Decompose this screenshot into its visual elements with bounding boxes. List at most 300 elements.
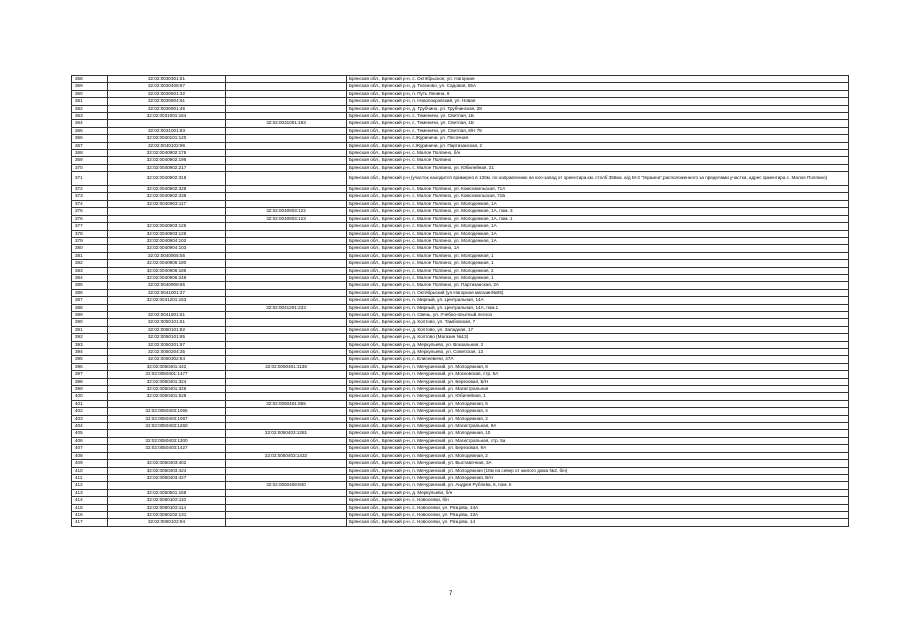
premises-cadastral-number-cell xyxy=(226,274,347,281)
premises-cadastral-number-cell xyxy=(226,193,347,200)
premises-cadastral-number-cell xyxy=(226,76,347,83)
cadastral-number-cell: 32:02:0040902:175 xyxy=(108,150,226,157)
cadastral-number-cell xyxy=(108,208,226,215)
cadastral-number-cell: 32:02:0060102:94 xyxy=(108,519,226,526)
address-cell: Брянская обл., Брянский р-н, с. Малое Полпино, ул. Молодежная, 1А xyxy=(347,223,849,230)
cadastral-number-cell: 32:02:0050403:1427 xyxy=(108,445,226,452)
row-number-cell: 360 xyxy=(72,90,108,97)
table-row xyxy=(72,304,849,311)
cadastral-number-cell: 32:02:0040906:248 xyxy=(108,274,226,281)
address-cell: Брянская обл., Брянский р-н, п. Мичуринский, ул. Молодежная (10м на север от жилого дома №2, б/н) xyxy=(347,467,849,474)
row-number-cell: 379 xyxy=(72,237,108,244)
row-number-cell: 403 xyxy=(72,415,108,422)
address-cell: Брянская обл., Брянский р-н, с. Малое Полпино, ул. Молодежная, 2 xyxy=(347,267,849,274)
row-number-cell: 410 xyxy=(72,467,108,474)
cadastral-number-cell: 32:02:0050403:1260 xyxy=(108,423,226,430)
table-row xyxy=(72,90,849,97)
cadastral-number-cell: 32:02:0040101:120 xyxy=(108,135,226,142)
row-number-cell: 390 xyxy=(72,319,108,326)
row-number-cell: 375 xyxy=(72,208,108,215)
address-cell: Брянская обл., Брянский р-н, д. Тиганово, ул. Садовая, 55А xyxy=(347,83,849,90)
premises-cadastral-number-cell xyxy=(226,378,347,385)
table-row xyxy=(72,349,849,356)
table-row xyxy=(72,474,849,481)
cadastral-number-cell: 32:02:0030501:32 xyxy=(108,90,226,97)
address-cell: Брянская обл., Брянский р-н, п. Мичуринский, ул. Молодежная, 2 xyxy=(347,452,849,459)
row-number-cell: 358 xyxy=(72,76,108,83)
row-number-cell: 365 xyxy=(72,127,108,134)
cadastral-number-cell xyxy=(108,304,226,311)
address-cell: Брянская обл., Брянский р-н, п. Мичуринский, ул. Магистральная, 9А xyxy=(347,423,849,430)
premises-cadastral-number-cell xyxy=(226,105,347,112)
row-number-cell: 407 xyxy=(72,445,108,452)
premises-cadastral-number-cell xyxy=(226,164,347,171)
address-cell: Брянская обл., Брянский р-н, с. Малое Полпино, ул. Комсомольская, 71Б xyxy=(347,193,849,200)
table-row xyxy=(72,142,849,149)
table-row xyxy=(72,150,849,157)
premises-cadastral-number-cell xyxy=(226,326,347,333)
cadastral-number-cell: 32:02:0030408:87 xyxy=(108,83,226,90)
address-cell: Брянская обл., Брянский р-н, п. Мичуринский, ул. Магистральная xyxy=(347,386,849,393)
address-cell: Брянская обл., Брянский р-н, с. Малое Полпино, б/н xyxy=(347,150,849,157)
premises-cadastral-number-cell xyxy=(226,230,347,237)
cadastral-number-cell: 32:02:0040904:103 xyxy=(108,245,226,252)
address-cell: Брянская обл., Брянский р-н, д. Колтово, ул. Западная, 17 xyxy=(347,326,849,333)
address-cell: Брянская обл., Брянский р-н, с. Малое Полпино, ул. Комсомольская, 71А xyxy=(347,186,849,193)
cadastral-number-cell: 32:02:0050101:82 xyxy=(108,326,226,333)
row-number-cell: 368 xyxy=(72,150,108,157)
address-cell: Брянская обл., Брянский р-н, д. Колтово, ул. Тамбовская, 7 xyxy=(347,319,849,326)
row-number-cell: 366 xyxy=(72,135,108,142)
address-cell: Брянская обл., Брянский р-н, п. Октябрьский (ул.Нагорная магазин№05) xyxy=(347,289,849,296)
row-number-cell: 412 xyxy=(72,482,108,489)
row-number-cell: 409 xyxy=(72,460,108,467)
cadastral-number-cell: 32:02:0050501:158 xyxy=(108,489,226,496)
cadastral-number-cell: 32:02:0040903:129 xyxy=(108,230,226,237)
premises-cadastral-number-cell: 32:02:0050401:855 xyxy=(226,400,347,407)
address-cell: Брянская обл., Брянский р-н (участок находится примерно в 130м. по направлению на юго-запад от ориентира км. столб 355км. а/д М-3 "Украина",расположенного за пределами участка, адрес ориентира с. Малое Полпино) xyxy=(347,172,849,186)
cadastral-number-cell: 32:02:0040903:125 xyxy=(108,223,226,230)
address-cell: Брянская обл., Брянский р-н, п. Мичуринский, ул. Андрея Рублева, 6, пом. II xyxy=(347,482,849,489)
cadastral-number-cell: 32:02:0040905:55 xyxy=(108,252,226,259)
table-row xyxy=(72,208,849,215)
row-number-cell: 401 xyxy=(72,400,108,407)
table-row xyxy=(72,363,849,370)
cadastral-number-cell: 32:02:0040902:338 xyxy=(108,193,226,200)
cadastral-number-cell: 32:02:0050204:35 xyxy=(108,349,226,356)
table-row xyxy=(72,135,849,142)
premises-cadastral-number-cell xyxy=(226,83,347,90)
row-number-cell: 394 xyxy=(72,349,108,356)
cadastral-number-cell xyxy=(108,120,226,127)
cadastral-number-cell: 32:02:0050101:85 xyxy=(108,334,226,341)
cadastral-number-cell: 32:02:0040902:196 xyxy=(108,157,226,164)
cadastral-number-cell: 32:02:0041201:153 xyxy=(108,297,226,304)
table-row xyxy=(72,497,849,504)
premises-cadastral-number-cell xyxy=(226,245,347,252)
premises-cadastral-number-cell xyxy=(226,142,347,149)
cadastral-number-cell xyxy=(108,482,226,489)
address-cell: Брянская обл., Брянский р-н, с. Малое Полпино, ул. Молодежная, 1А, пом. 1 xyxy=(347,215,849,222)
page-number: 7 xyxy=(449,591,453,597)
row-number-cell: 391 xyxy=(72,326,108,333)
cadastral-number-cell: 32:02:0040902:318 xyxy=(108,172,226,186)
cadastral-number-cell: 32:02:0040102:96 xyxy=(108,142,226,149)
address-cell: Брянская обл., Брянский р-н, д. Меркульево, ул. Советская, 13 xyxy=(347,349,849,356)
table-row xyxy=(72,113,849,120)
row-number-cell: 373 xyxy=(72,193,108,200)
table-row xyxy=(72,445,849,452)
row-number-cell: 405 xyxy=(72,430,108,437)
table-row xyxy=(72,105,849,112)
table-row xyxy=(72,127,849,134)
cadastral-number-cell: 32:02:0050401:528 xyxy=(108,393,226,400)
row-number-cell: 387 xyxy=(72,297,108,304)
address-cell: Брянская обл., Брянский р-н, с. Новоселки, ул. Рязцова, 14А xyxy=(347,504,849,511)
cadastral-number-cell: 32:02:0041001:37 xyxy=(108,289,226,296)
row-number-cell: 411 xyxy=(72,474,108,481)
table-row xyxy=(72,260,849,267)
premises-cadastral-number-cell xyxy=(226,474,347,481)
table-row xyxy=(72,393,849,400)
table-row xyxy=(72,326,849,333)
premises-cadastral-number-cell xyxy=(226,386,347,393)
address-cell: Брянская обл., Брянский р-н, с. Малое Полпино, ул. Молодежная, 1 xyxy=(347,260,849,267)
cadastral-number-cell: 32:02:0050401:326 xyxy=(108,386,226,393)
premises-cadastral-number-cell xyxy=(226,282,347,289)
cadastral-number-cell: 32:02:0060102:114 xyxy=(108,504,226,511)
table-row xyxy=(72,76,849,83)
table-row xyxy=(72,378,849,385)
row-number-cell: 408 xyxy=(72,452,108,459)
premises-cadastral-number-cell xyxy=(226,297,347,304)
address-cell: Брянская обл., Брянский р-н, с. Малое Полпино, ул. Молодежная, 1А, пом. 3 xyxy=(347,208,849,215)
table-row xyxy=(72,482,849,489)
address-cell: Брянская обл., Брянский р-н, п. Мичуринский, ул. Березовая, 9А xyxy=(347,445,849,452)
table-row xyxy=(72,415,849,422)
address-cell: Брянская обл., Брянский р-н, п. Мичуринский, ул. Березовая, Б/Н xyxy=(347,378,849,385)
row-number-cell: 404 xyxy=(72,423,108,430)
address-cell: Брянская обл., Брянский р-н, с. Малое Полпино, ул. Молодежная, 1 xyxy=(347,274,849,281)
address-cell: Брянская обл., Брянский р-н, п. Мичуринский, ул. Молодежная, 2 xyxy=(347,415,849,422)
row-number-cell: 362 xyxy=(72,105,108,112)
cadastral-number-cell: 32:02:0040908:65 xyxy=(108,282,226,289)
premises-cadastral-number-cell xyxy=(226,504,347,511)
table-row xyxy=(72,400,849,407)
cadastral-number-cell: 32:02:0040902:217 xyxy=(108,164,226,171)
row-number-cell: 416 xyxy=(72,511,108,518)
cadastral-number-cell: 32:02:0050403:402 xyxy=(108,460,226,467)
address-cell: Брянская обл., Брянский р-н, с. Елисеевичи, 47А xyxy=(347,356,849,363)
premises-cadastral-number-cell xyxy=(226,186,347,193)
row-number-cell: 417 xyxy=(72,519,108,526)
row-number-cell: 392 xyxy=(72,334,108,341)
row-number-cell: 395 xyxy=(72,356,108,363)
table-row xyxy=(72,297,849,304)
premises-cadastral-number-cell xyxy=(226,408,347,415)
cadastral-number-cell: 32:02:0030301:51 xyxy=(108,76,226,83)
cadastral-number-cell: 32:02:0050403:1300 xyxy=(108,437,226,444)
address-cell: Брянская обл., Брянский р-н, п. Свень, ул. Учебно-опытный лесхоз xyxy=(347,311,849,318)
row-number-cell: 415 xyxy=(72,504,108,511)
row-number-cell: 361 xyxy=(72,98,108,105)
table-row xyxy=(72,120,849,127)
row-number-cell: 370 xyxy=(72,164,108,171)
row-number-cell: 377 xyxy=(72,223,108,230)
cadastral-number-cell xyxy=(108,400,226,407)
table-row xyxy=(72,186,849,193)
table-row xyxy=(72,311,849,318)
table-row xyxy=(72,423,849,430)
table-row xyxy=(72,200,849,207)
cadastral-number-cell: 32:02:0040902:328 xyxy=(108,186,226,193)
table-row xyxy=(72,164,849,171)
address-cell: Брянская обл., Брянский р-н, с. Октябрьское, ул. Нагорная xyxy=(347,76,849,83)
premises-cadastral-number-cell xyxy=(226,519,347,526)
address-cell: Брянская обл., Брянский р-н, с.Журиничи, ул. Партизанская, 2 xyxy=(347,142,849,149)
address-cell: Брянская обл., Брянский р-н, с. Новоселки, ул. Рязцова, 14 xyxy=(347,519,849,526)
cadastral-number-cell: 32:02:0041801:61 xyxy=(108,311,226,318)
premises-cadastral-number-cell xyxy=(226,98,347,105)
row-number-cell: 399 xyxy=(72,386,108,393)
table-row xyxy=(72,408,849,415)
cadastral-number-cell xyxy=(108,430,226,437)
premises-cadastral-number-cell: 32:02:0050409:840 xyxy=(226,482,347,489)
cadastral-number-cell: 32:02:0030804:61 xyxy=(108,98,226,105)
table-row xyxy=(72,467,849,474)
address-cell: Брянская обл., Брянский р-н, п. Мичуринский, ул. Молодежная, 5 xyxy=(347,400,849,407)
premises-cadastral-number-cell xyxy=(226,393,347,400)
address-cell: Брянская обл., Брянский р-н, п. Мичуринский, ул. Молодежная, 4 xyxy=(347,408,849,415)
row-number-cell: 369 xyxy=(72,157,108,164)
premises-cadastral-number-cell xyxy=(226,334,347,341)
table-row xyxy=(72,371,849,378)
cadastral-number-cell: 32:02:0040903:117 xyxy=(108,200,226,207)
premises-cadastral-number-cell xyxy=(226,289,347,296)
table-row xyxy=(72,223,849,230)
premises-cadastral-number-cell xyxy=(226,113,347,120)
address-cell: Брянская обл., Брянский р-н, п. Новопокровский, ул. Новая xyxy=(347,98,849,105)
address-cell: Брянская обл., Брянский р-н, д. Меркульево, б/н xyxy=(347,489,849,496)
premises-cadastral-number-cell xyxy=(226,423,347,430)
table-row xyxy=(72,267,849,274)
table-row xyxy=(72,319,849,326)
address-cell: Брянская обл., Брянский р-н, п. Мирный, ул. Центральная, 14А, пом.1 xyxy=(347,304,849,311)
row-number-cell: 380 xyxy=(72,245,108,252)
premises-cadastral-number-cell: 32:02:0041201:233 xyxy=(226,304,347,311)
address-cell: Брянская обл., Брянский р-н, д. Трубчино, ул. Трубчинская, 28 xyxy=(347,105,849,112)
premises-cadastral-number-cell xyxy=(226,445,347,452)
premises-cadastral-number-cell xyxy=(226,319,347,326)
table-row xyxy=(72,245,849,252)
cadastral-number-cell xyxy=(108,215,226,222)
cadastral-number-cell: 32:02:0030901:46 xyxy=(108,105,226,112)
registry-table xyxy=(71,75,849,527)
premises-cadastral-number-cell xyxy=(226,157,347,164)
cadastral-number-cell: 32:02:0060102:110 xyxy=(108,497,226,504)
cadastral-number-cell: 32:02:0050403:1067 xyxy=(108,415,226,422)
table-row xyxy=(72,504,849,511)
table-row xyxy=(72,237,849,244)
cadastral-number-cell: 32:02:0050302:54 xyxy=(108,356,226,363)
cadastral-number-cell: 32:02:0050403:1066 xyxy=(108,408,226,415)
address-cell: Брянская обл., Брянский р-н, с. Теменичи, ул. Светлая, 1Б xyxy=(347,120,849,127)
address-cell: Брянская обл., Брянский р-н, п. Мичуринский, ул. Московская, стр. 5А xyxy=(347,371,849,378)
premises-cadastral-number-cell xyxy=(226,237,347,244)
row-number-cell: 402 xyxy=(72,408,108,415)
address-cell: Брянская обл., Брянский р-н, с. Малое Полпино, ул. Партизанская, 2А xyxy=(347,282,849,289)
address-cell: Брянская обл., Брянский р-н, с. Теменичи, ул. Светлая, 8/Н 75 xyxy=(347,127,849,134)
row-number-cell: 397 xyxy=(72,371,108,378)
premises-cadastral-number-cell xyxy=(226,172,347,186)
premises-cadastral-number-cell: 32:02:0031001:183 xyxy=(226,120,347,127)
row-number-cell: 382 xyxy=(72,260,108,267)
row-number-cell: 413 xyxy=(72,489,108,496)
table-row xyxy=(72,83,849,90)
address-cell: Брянская обл., Брянский р-н, д. Меркульево, ул. Вокзальная, 2 xyxy=(347,341,849,348)
address-cell: Брянская обл., Брянский р-н, с. Малое Полпино, ул. Молодежная, 1 xyxy=(347,252,849,259)
address-cell: Брянская обл., Брянский р-н, с.Журиничи, ул. Песочная xyxy=(347,135,849,142)
premises-cadastral-number-cell xyxy=(226,437,347,444)
row-number-cell: 398 xyxy=(72,378,108,385)
address-cell: Брянская обл., Брянский р-н, п. Мичуринский, ул. Выставочная, 3А xyxy=(347,460,849,467)
row-number-cell: 363 xyxy=(72,113,108,120)
cadastral-number-cell: 32:02:0050401:324 xyxy=(108,378,226,385)
premises-cadastral-number-cell xyxy=(226,311,347,318)
premises-cadastral-number-cell xyxy=(226,127,347,134)
premises-cadastral-number-cell xyxy=(226,90,347,97)
row-number-cell: 389 xyxy=(72,311,108,318)
address-cell: Брянская обл., Брянский р-н, с. Малое Полпино, 1А xyxy=(347,245,849,252)
premises-cadastral-number-cell: 32:02:0040903:122 xyxy=(226,208,347,215)
premises-cadastral-number-cell xyxy=(226,267,347,274)
table-row xyxy=(72,341,849,348)
cadastral-number-cell: 32:02:0060102:131 xyxy=(108,511,226,518)
premises-cadastral-number-cell xyxy=(226,497,347,504)
address-cell: Брянская обл., Брянский р-н, п. Мичуринский, ул. Молодежная, Б/Н xyxy=(347,474,849,481)
address-cell: Брянская обл., Брянский р-н, с. Малое Полпино xyxy=(347,157,849,164)
row-number-cell: 372 xyxy=(72,186,108,193)
table-row xyxy=(72,215,849,222)
registry-table-body xyxy=(72,76,849,527)
cadastral-number-cell: 32:02:0050401:442 xyxy=(108,363,226,370)
cadastral-number-cell: 32:02:0040906:180 xyxy=(108,260,226,267)
premises-cadastral-number-cell xyxy=(226,349,347,356)
premises-cadastral-number-cell: 32:02:0050403:1281 xyxy=(226,430,347,437)
row-number-cell: 396 xyxy=(72,363,108,370)
table-row xyxy=(72,289,849,296)
premises-cadastral-number-cell xyxy=(226,356,347,363)
cadastral-number-cell: 32:02:0040906:185 xyxy=(108,267,226,274)
address-cell: Брянская обл., Брянский р-н, с. Малое Полпино, ул. Молодежная, 1А xyxy=(347,200,849,207)
row-number-cell: 406 xyxy=(72,437,108,444)
table-row xyxy=(72,356,849,363)
premises-cadastral-number-cell xyxy=(226,489,347,496)
row-number-cell: 378 xyxy=(72,230,108,237)
premises-cadastral-number-cell xyxy=(226,223,347,230)
premises-cadastral-number-cell xyxy=(226,341,347,348)
address-cell: Брянская обл., Брянский р-н, с. Малое Полпино, ул. Молодежная, 1А xyxy=(347,230,849,237)
premises-cadastral-number-cell xyxy=(226,260,347,267)
table-row xyxy=(72,452,849,459)
address-cell: Брянская обл., Брянский р-н, п. Путь Ленина, 8 xyxy=(347,90,849,97)
premises-cadastral-number-cell: 32:02:0050403:1432 xyxy=(226,452,347,459)
row-number-cell: 371 xyxy=(72,172,108,186)
cadastral-number-cell: 32:02:0050201:97 xyxy=(108,341,226,348)
table-row xyxy=(72,98,849,105)
row-number-cell: 393 xyxy=(72,341,108,348)
row-number-cell: 359 xyxy=(72,83,108,90)
table-row xyxy=(72,193,849,200)
address-cell: Брянская обл., Брянский р-н, с. Малое Полпино, ул. Юбилейная, 21 xyxy=(347,164,849,171)
cadastral-number-cell: 32:02:0031001:164 xyxy=(108,113,226,120)
premises-cadastral-number-cell: 32:02:0050401:1138 xyxy=(226,363,347,370)
row-number-cell: 381 xyxy=(72,252,108,259)
premises-cadastral-number-cell: 32:02:0040903:123 xyxy=(226,215,347,222)
row-number-cell: 388 xyxy=(72,304,108,311)
row-number-cell: 374 xyxy=(72,200,108,207)
premises-cadastral-number-cell xyxy=(226,200,347,207)
cadastral-number-cell: 32:02:0050401:1477 xyxy=(108,371,226,378)
table-row xyxy=(72,460,849,467)
cadastral-number-cell: 32:02:0040904:102 xyxy=(108,237,226,244)
row-number-cell: 383 xyxy=(72,267,108,274)
table-row xyxy=(72,252,849,259)
row-number-cell: 364 xyxy=(72,120,108,127)
address-cell: Брянская обл., Брянский р-н, с. Теменичи, ул. Светлая, 1Б xyxy=(347,113,849,120)
table-row xyxy=(72,230,849,237)
table-row xyxy=(72,489,849,496)
table-row xyxy=(72,274,849,281)
table-row xyxy=(72,282,849,289)
premises-cadastral-number-cell xyxy=(226,150,347,157)
address-cell: Брянская обл., Брянский р-н, с. Малое Полпино, ул. Молодежная, 1А xyxy=(347,237,849,244)
table-row xyxy=(72,386,849,393)
address-cell: Брянская обл., Брянский р-н, п. Мичуринский, ул. Молодежная, 10 xyxy=(347,430,849,437)
address-cell: Брянская обл., Брянский р-н, с. Новоселки, б/н xyxy=(347,497,849,504)
premises-cadastral-number-cell xyxy=(226,252,347,259)
cadastral-number-cell: 32:02:0050403:427 xyxy=(108,474,226,481)
table-row xyxy=(72,430,849,437)
row-number-cell: 385 xyxy=(72,282,108,289)
address-cell: Брянская обл., Брянский р-н, п. Мичуринский, ул. Юбилейная, 1 xyxy=(347,393,849,400)
premises-cadastral-number-cell xyxy=(226,371,347,378)
premises-cadastral-number-cell xyxy=(226,467,347,474)
premises-cadastral-number-cell xyxy=(226,415,347,422)
address-cell: Брянская обл., Брянский р-н, с. Новоселки, ул. Рязцова, 13А xyxy=(347,511,849,518)
row-number-cell: 367 xyxy=(72,142,108,149)
cadastral-number-cell: 32:02:0031001:83 xyxy=(108,127,226,134)
cadastral-number-cell: 32:02:0050403:424 xyxy=(108,467,226,474)
table-row xyxy=(72,511,849,518)
address-cell: Брянская обл., Брянский р-н, п. Мирный, ул. Центральная, 14А xyxy=(347,297,849,304)
row-number-cell: 386 xyxy=(72,289,108,296)
table-row xyxy=(72,519,849,526)
address-cell: Брянская обл., Брянский р-н, п. Мичуринский, ул. Молодежная, 8 xyxy=(347,363,849,370)
row-number-cell: 414 xyxy=(72,497,108,504)
table-row xyxy=(72,437,849,444)
table-row xyxy=(72,157,849,164)
row-number-cell: 376 xyxy=(72,215,108,222)
cadastral-number-cell: 32:02:0050101:61 xyxy=(108,319,226,326)
address-cell: Брянская обл., Брянский р-н, д. Колтово (Магазин №13) xyxy=(347,334,849,341)
cadastral-number-cell xyxy=(108,452,226,459)
address-cell: Брянская обл., Брянский р-н, п. Мичуринский, ул. Магистральная, стр. 5а xyxy=(347,437,849,444)
row-number-cell: 384 xyxy=(72,274,108,281)
premises-cadastral-number-cell xyxy=(226,460,347,467)
table-row xyxy=(72,172,849,186)
table-row xyxy=(72,334,849,341)
